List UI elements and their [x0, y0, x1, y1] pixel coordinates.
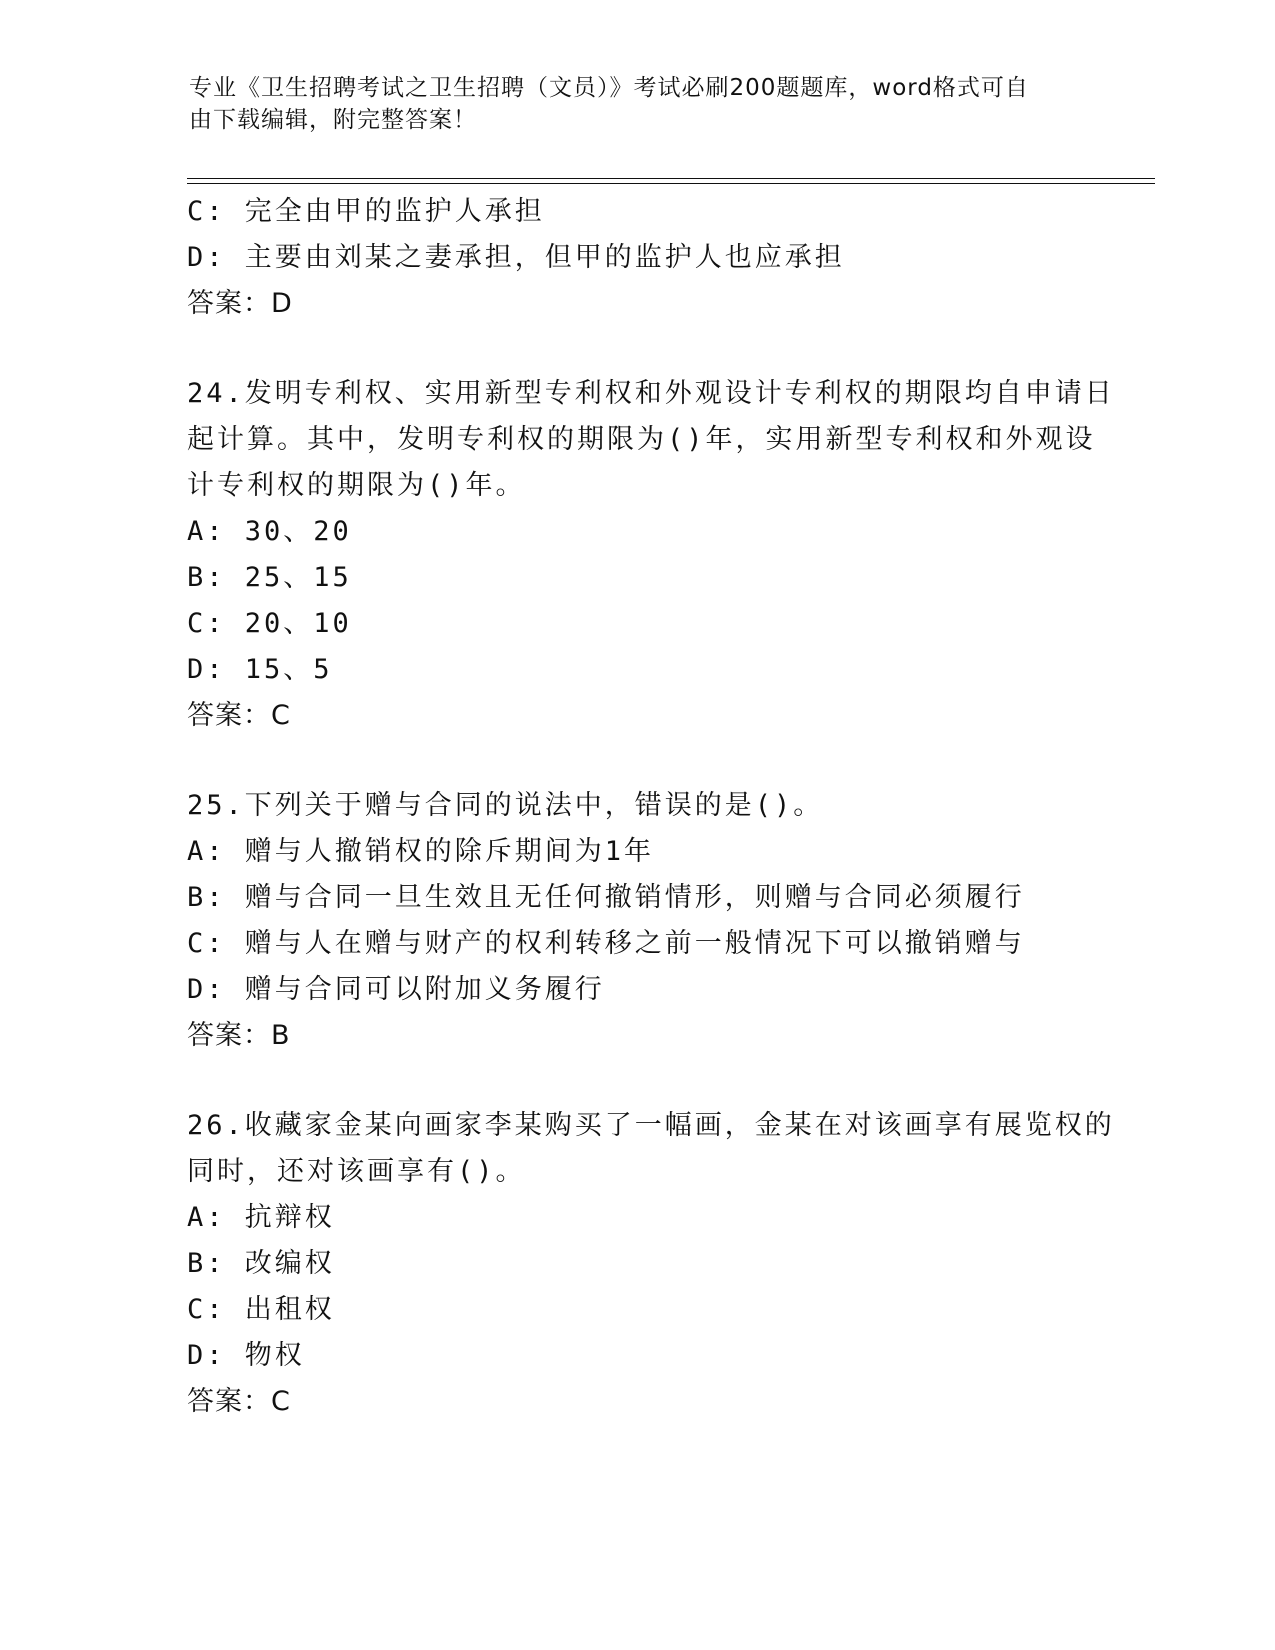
option-d: D: 15、5	[187, 654, 333, 685]
option-d: D: 物权	[187, 1340, 305, 1371]
question-block-25	[187, 783, 1107, 1059]
answer-line: 答案：B	[187, 1020, 291, 1051]
answer-line: 答案：C	[187, 1386, 291, 1417]
option-d: D: 主要由刘某之妻承担，但甲的监护人也应承担	[187, 242, 845, 273]
option-a: A: 30、20	[187, 516, 352, 547]
question-text-line: 同时，还对该画享有()。	[187, 1156, 526, 1187]
header-divider-top	[187, 178, 1155, 179]
question-text-line: 起计算。其中，发明专利权的期限为()年，实用新型专利权和外观设	[187, 424, 1096, 455]
option-c: C: 20、10	[187, 608, 352, 639]
document-body	[187, 189, 1115, 1425]
document-header	[189, 72, 1089, 136]
option-b: B: 改编权	[187, 1248, 335, 1279]
spacer	[187, 1059, 1107, 1103]
question-block-26	[187, 1103, 1115, 1425]
answer-line: 答案：C	[187, 700, 291, 731]
option-c: C: 完全由甲的监护人承担	[187, 196, 545, 227]
question-text-line: 计专利权的期限为()年。	[187, 470, 526, 501]
header-divider-bottom	[187, 183, 1155, 184]
question-text-line: 24.发明专利权、实用新型专利权和外观设计专利权的期限均自申请日	[187, 378, 1115, 409]
spacer	[187, 327, 1107, 371]
question-block-24	[187, 371, 1115, 739]
question-text-line: 25.下列关于赠与合同的说法中，错误的是()。	[187, 790, 824, 821]
option-c: C: 出租权	[187, 1294, 335, 1325]
option-c: C: 赠与人在赠与财产的权利转移之前一般情况下可以撤销赠与	[187, 928, 1025, 959]
spacer	[187, 739, 1107, 783]
question-text-line: 26.收藏家金某向画家李某购买了一幅画，金某在对该画享有展览权的	[187, 1110, 1115, 1141]
header-title-line-1: 专业《卫生招聘考试之卫生招聘（文员）》考试必刷200题题库，word格式可自	[189, 75, 1029, 101]
option-a: A: 赠与人撤销权的除斥期间为1年	[187, 836, 655, 867]
question-block-previous	[187, 189, 1107, 327]
option-a: A: 抗辩权	[187, 1202, 335, 1233]
option-b: B: 25、15	[187, 562, 352, 593]
option-d: D: 赠与合同可以附加义务履行	[187, 974, 605, 1005]
header-title-line-2: 由下载编辑，附完整答案！	[189, 107, 477, 133]
answer-line: 答案：D	[187, 288, 293, 319]
option-b: B: 赠与合同一旦生效且无任何撤销情形，则赠与合同必须履行	[187, 882, 1025, 913]
